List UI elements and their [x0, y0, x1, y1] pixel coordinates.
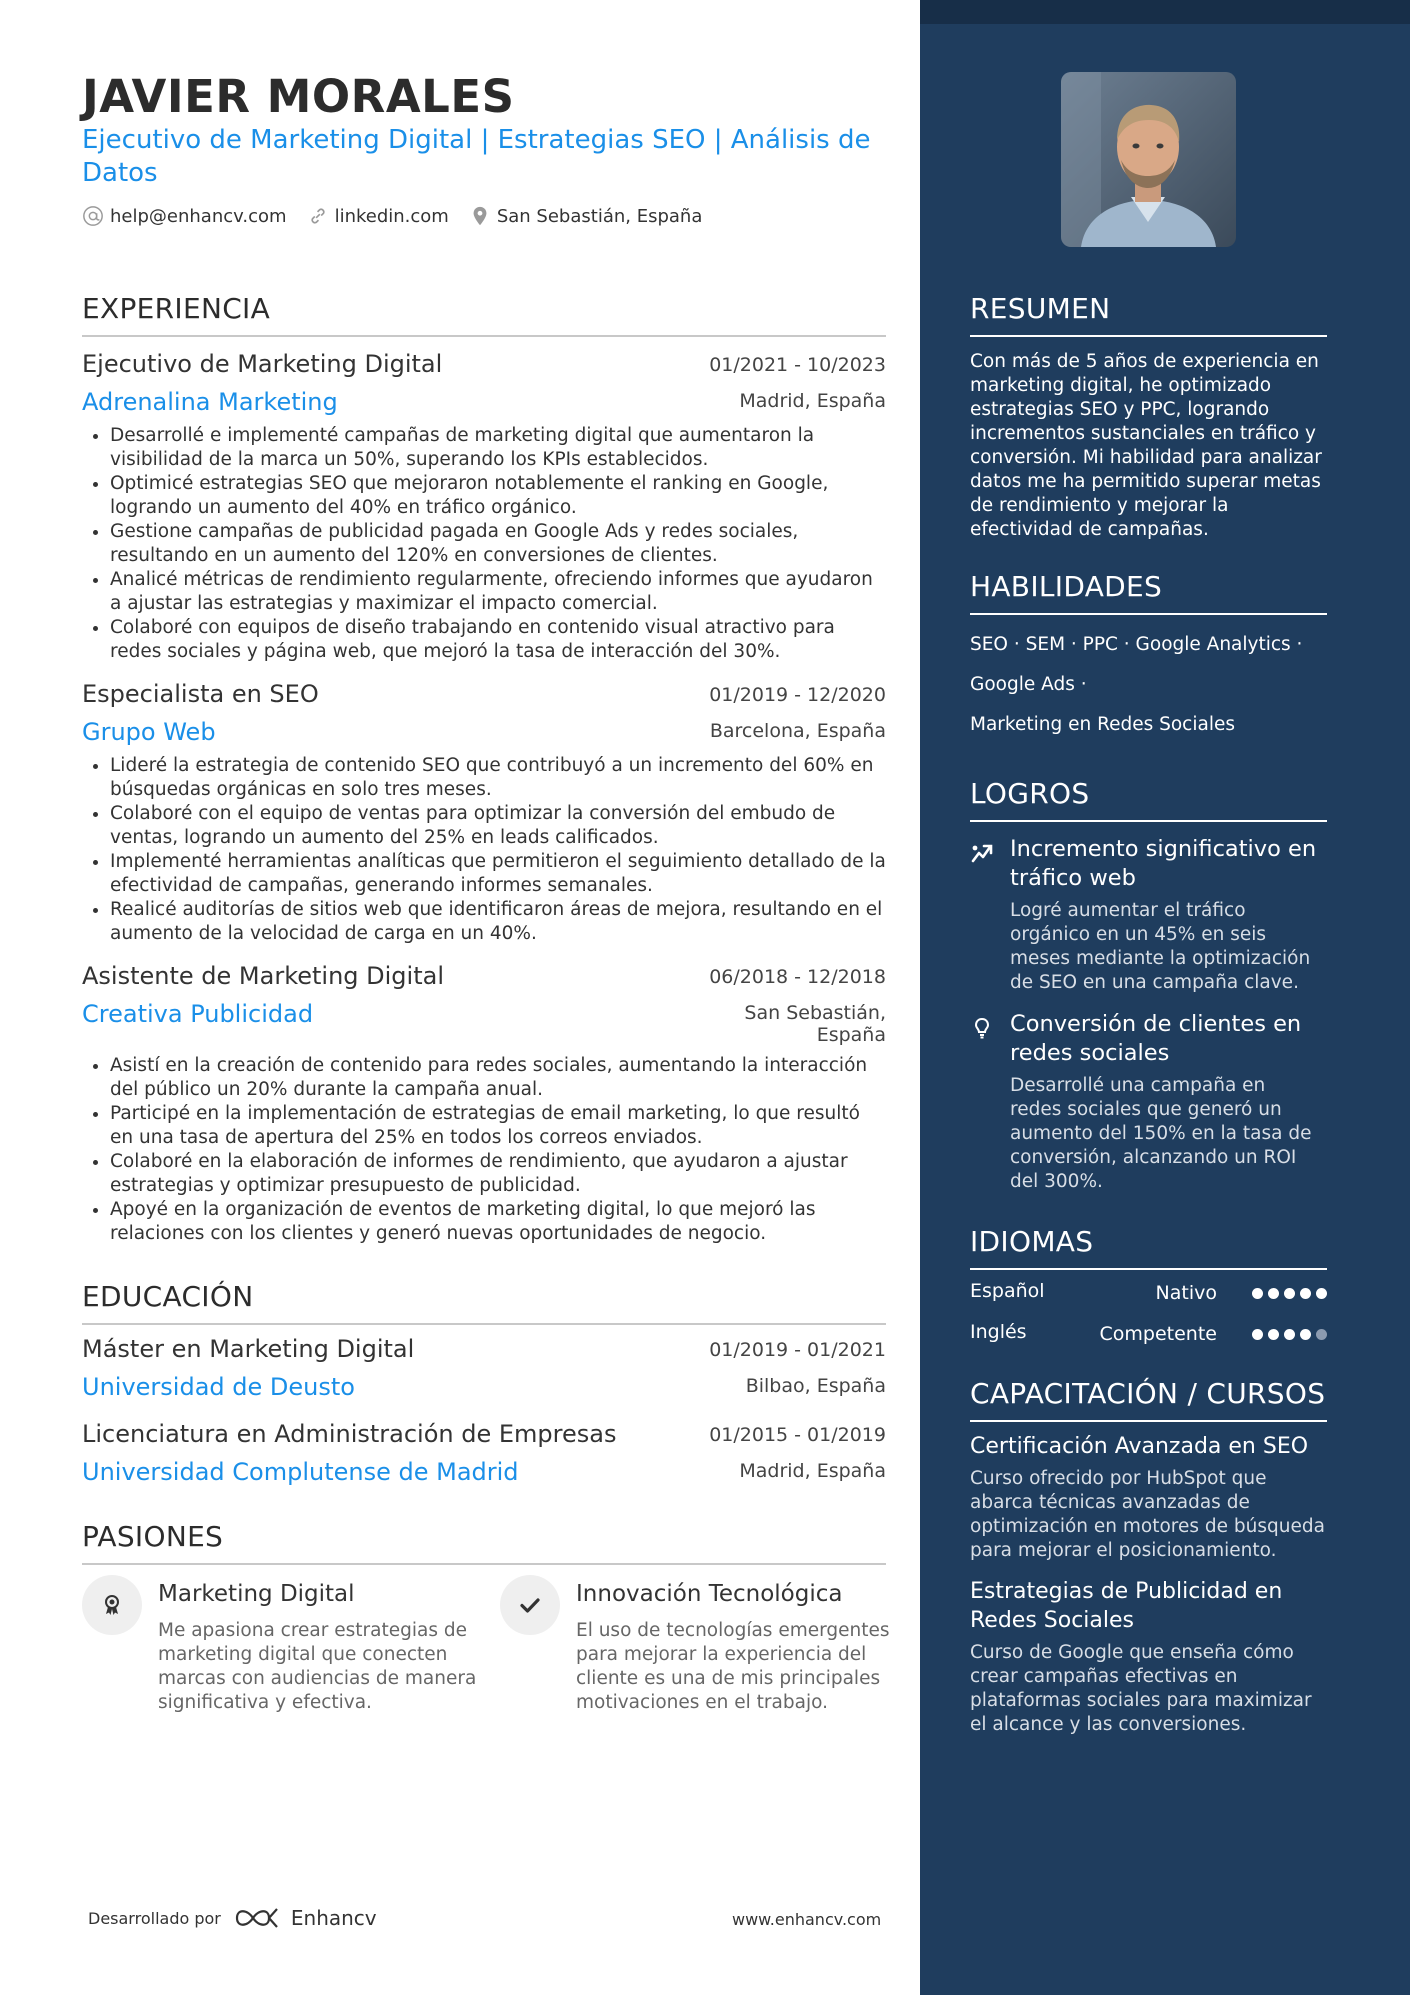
footer-website[interactable]: www.enhancv.com	[732, 1910, 882, 1929]
passion-desc: Me apasiona crear estrategias de marketing digital que conecten marcas con audiencias de manera significativa y efectiva.	[158, 1620, 477, 1713]
sidebar	[920, 0, 1410, 1995]
bullet: • Colaboré con equipos de diseño trabajando en contenido visual atractivo para redes sociales y página web, que mejoró la tasa de interacción del 30%.	[110, 616, 886, 664]
achievements-section-title: LOGROS	[970, 777, 1327, 822]
course-title: Estrategias de Publicidad en Redes Sociales	[970, 1579, 1283, 1633]
job-location: Barcelona, España	[709, 720, 886, 742]
courses-section-title: CAPACITACIÓN / CURSOS	[970, 1377, 1327, 1422]
job-title: Ejecutivo de Marketing Digital	[82, 350, 443, 378]
bullet: • Gestione campañas de publicidad pagada en Google Ads y redes sociales, resultando en un aumento del 120% en conversiones de clientes.	[110, 520, 886, 568]
rating-dot-filled	[1316, 1288, 1327, 1299]
rating-dot-filled	[1252, 1288, 1263, 1299]
bullet: • Colaboré en la elaboración de informes de rendimiento, que ayudaron a ajustar estrategias y optimizar presupuesto de publicidad.	[110, 1150, 886, 1198]
company-name[interactable]: Adrenalina Marketing	[82, 388, 338, 416]
rating-dot-filled	[1284, 1288, 1295, 1299]
degree: Máster en Marketing Digital	[82, 1335, 415, 1363]
bullet: • Realicé auditorías de sitios web que identificaron áreas de mejora, resultando en el aumento de la velocidad de carga en un 40%.	[110, 898, 886, 946]
email-text: help@enhancv.com	[110, 205, 287, 227]
rating-dot-filled	[1300, 1329, 1311, 1340]
brand-name[interactable]: Enhancv	[290, 1906, 377, 1930]
achievement-desc: Desarrollé una campaña en redes sociales que generó un aumento del 150% en la tasa de conversión, alcanzando un ROI del 300%.	[1010, 1075, 1312, 1192]
job-entry	[82, 962, 886, 1246]
company-name[interactable]: Grupo Web	[82, 718, 216, 746]
bullet: • Analicé métricas de rendimiento regularmente, ofreciendo informes que ayudaron a ajustar las estrategias y maximizar el impacto comercial.	[110, 568, 886, 616]
edu-location: Bilbao, España	[745, 1375, 886, 1397]
job-entry	[82, 350, 886, 664]
language-rating	[1247, 1329, 1327, 1340]
passions-section-title: PASIONES	[82, 1520, 886, 1565]
job-dates: 01/2021 - 10/2023	[709, 354, 886, 376]
job-bullets	[82, 424, 886, 664]
profile-photo	[1061, 72, 1236, 247]
language-level: Nativo	[1155, 1282, 1217, 1304]
location-contact	[469, 205, 703, 227]
location-pin-icon	[469, 205, 491, 227]
summary-section-title: RESUMEN	[970, 292, 1327, 337]
education-entry	[82, 1335, 886, 1401]
school-name[interactable]: Universidad Complutense de Madrid	[82, 1458, 519, 1486]
job-bullets	[82, 754, 886, 946]
achievement-title: Conversión de clientes en redes sociales	[1010, 1011, 1302, 1066]
bullet: • Optimicé estrategias SEO que mejoraron notablemente el ranking en Google, logrando un aumento del 40% en tráfico orgánico.	[110, 472, 886, 520]
rating-dot-filled	[1284, 1329, 1295, 1340]
enhancv-logo-icon	[233, 1905, 283, 1931]
footer-branding	[88, 1905, 377, 1931]
job-title: Especialista en SEO	[82, 680, 319, 708]
job-bullets	[82, 1054, 886, 1246]
course-title: Certificación Avanzada en SEO	[970, 1434, 1309, 1459]
skills-line: Google Ads ·	[970, 674, 1087, 695]
school-name[interactable]: Universidad de Deusto	[82, 1373, 355, 1401]
passion-desc: El uso de tecnologías emergentes para mejorar la experiencia del cliente es una de mis principales motivaciones en el trabajo.	[576, 1620, 890, 1713]
candidate-name: JAVIER MORALES	[82, 70, 515, 123]
lightbulb-icon	[970, 1016, 994, 1040]
edu-location: Madrid, España	[739, 1460, 886, 1482]
rating-dot-filled	[1268, 1288, 1279, 1299]
language-item	[970, 1280, 1327, 1310]
achievement-item	[970, 835, 1330, 1005]
skills-line: Marketing en Redes Sociales	[970, 714, 1235, 735]
bullet: • Asistí en la creación de contenido para redes sociales, aumentando la interacción del público un 20% durante la campaña anual.	[110, 1054, 886, 1102]
job-title: Asistente de Marketing Digital	[82, 962, 444, 990]
education-section-title: EDUCACIÓN	[82, 1280, 886, 1325]
linkedin-contact[interactable]	[307, 205, 449, 227]
language-name: Español	[970, 1280, 1045, 1302]
at-icon	[82, 205, 104, 227]
company-name[interactable]: Creativa Publicidad	[82, 1000, 314, 1028]
summary-text: Con más de 5 años de experiencia en marketing digital, he optimizado estrategias SEO y PPC, logrando incrementos sustanciales en tráfico y conversión. Mi habilidad para analizar datos me ha permitido superar metas de rendimiento y mejorar la efectividad de campañas.	[970, 351, 1322, 540]
powered-by-text: Desarrollado por	[88, 1908, 221, 1928]
job-location: Madrid, España	[739, 390, 886, 412]
bullet: • Lideré la estrategia de contenido SEO que contribuyó a un incremento del 60% en búsquedas orgánicas en solo tres meses.	[110, 754, 886, 802]
contact-bar	[82, 205, 722, 227]
email-contact[interactable]	[82, 205, 287, 227]
course-desc: Curso de Google que enseña cómo crear campañas efectivas en plataformas sociales para maximizar el alcance y las conversiones.	[970, 1642, 1312, 1735]
rating-dot-filled	[1300, 1288, 1311, 1299]
skills-list	[970, 625, 1330, 745]
rating-dot-filled	[1252, 1329, 1263, 1340]
link-icon	[307, 205, 329, 227]
course-desc: Curso ofrecido por HubSpot que abarca técnicas avanzadas de optimización en motores de búsqueda para mejorar el posicionamiento.	[970, 1468, 1325, 1561]
passion-title: Marketing Digital	[158, 1581, 355, 1607]
headline: Ejecutivo de Marketing Digital | Estrategias SEO | Análisis de Datos	[82, 125, 871, 188]
education-entry	[82, 1420, 886, 1486]
award-ribbon-icon	[82, 1575, 142, 1635]
skills-line: SEO · SEM · PPC · Google Analytics ·	[970, 634, 1303, 655]
bullet: • Participé en la implementación de estrategias de email marketing, lo que resultó en una tasa de apertura del 25% en todos los correos enviados.	[110, 1102, 886, 1150]
linkedin-text: linkedin.com	[334, 205, 449, 227]
location-text: San Sebastián, España	[496, 205, 703, 227]
experience-section-title: EXPERIENCIA	[82, 292, 886, 337]
checkmark-icon	[500, 1575, 560, 1635]
sidebar-top-band	[920, 0, 1410, 24]
achievement-title: Incremento significativo en tráfico web	[1010, 836, 1317, 891]
language-level: Competente	[1099, 1323, 1217, 1345]
languages-section-title: IDIOMAS	[970, 1225, 1327, 1270]
skills-section-title: HABILIDADES	[970, 570, 1327, 615]
job-dates: 01/2019 - 12/2020	[709, 684, 886, 706]
bullet: • Apoyé en la organización de eventos de marketing digital, lo que mejoró las relaciones con los clientes y generó nuevas oportunidades de negocio.	[110, 1198, 886, 1246]
job-dates: 06/2018 - 12/2018	[709, 966, 886, 988]
bullet: • Colaboré con el equipo de ventas para optimizar la conversión del embudo de ventas, logrando un aumento del 25% en leads calificados.	[110, 802, 886, 850]
job-location: San Sebastián, España	[744, 1002, 886, 1046]
language-rating	[1247, 1288, 1327, 1299]
edu-dates: 01/2019 - 01/2021	[709, 1339, 886, 1361]
language-item	[970, 1321, 1327, 1351]
degree: Licenciatura en Administración de Empresas	[82, 1420, 617, 1448]
achievement-desc: Logré aumentar el tráfico orgánico en un 45% en seis meses mediante la optimización de SEO en una campaña clave.	[1010, 900, 1311, 993]
achievement-item	[970, 1010, 1330, 1200]
job-entry	[82, 680, 886, 946]
bullet: • Implementé herramientas analíticas que permitieron el seguimiento detallado de la efectividad de campañas, generando informes semanales.	[110, 850, 886, 898]
edu-dates: 01/2015 - 01/2019	[709, 1424, 886, 1446]
rating-dot-filled	[1268, 1329, 1279, 1340]
bullet: • Desarrollé e implementé campañas de marketing digital que aumentaron la visibilidad de la marca un 50%, superando los KPIs establecidos.	[110, 424, 886, 472]
growth-arrow-icon	[970, 841, 994, 865]
rating-dot-empty	[1316, 1329, 1327, 1340]
passion-title: Innovación Tecnológica	[576, 1581, 843, 1607]
language-name: Inglés	[970, 1321, 1027, 1343]
